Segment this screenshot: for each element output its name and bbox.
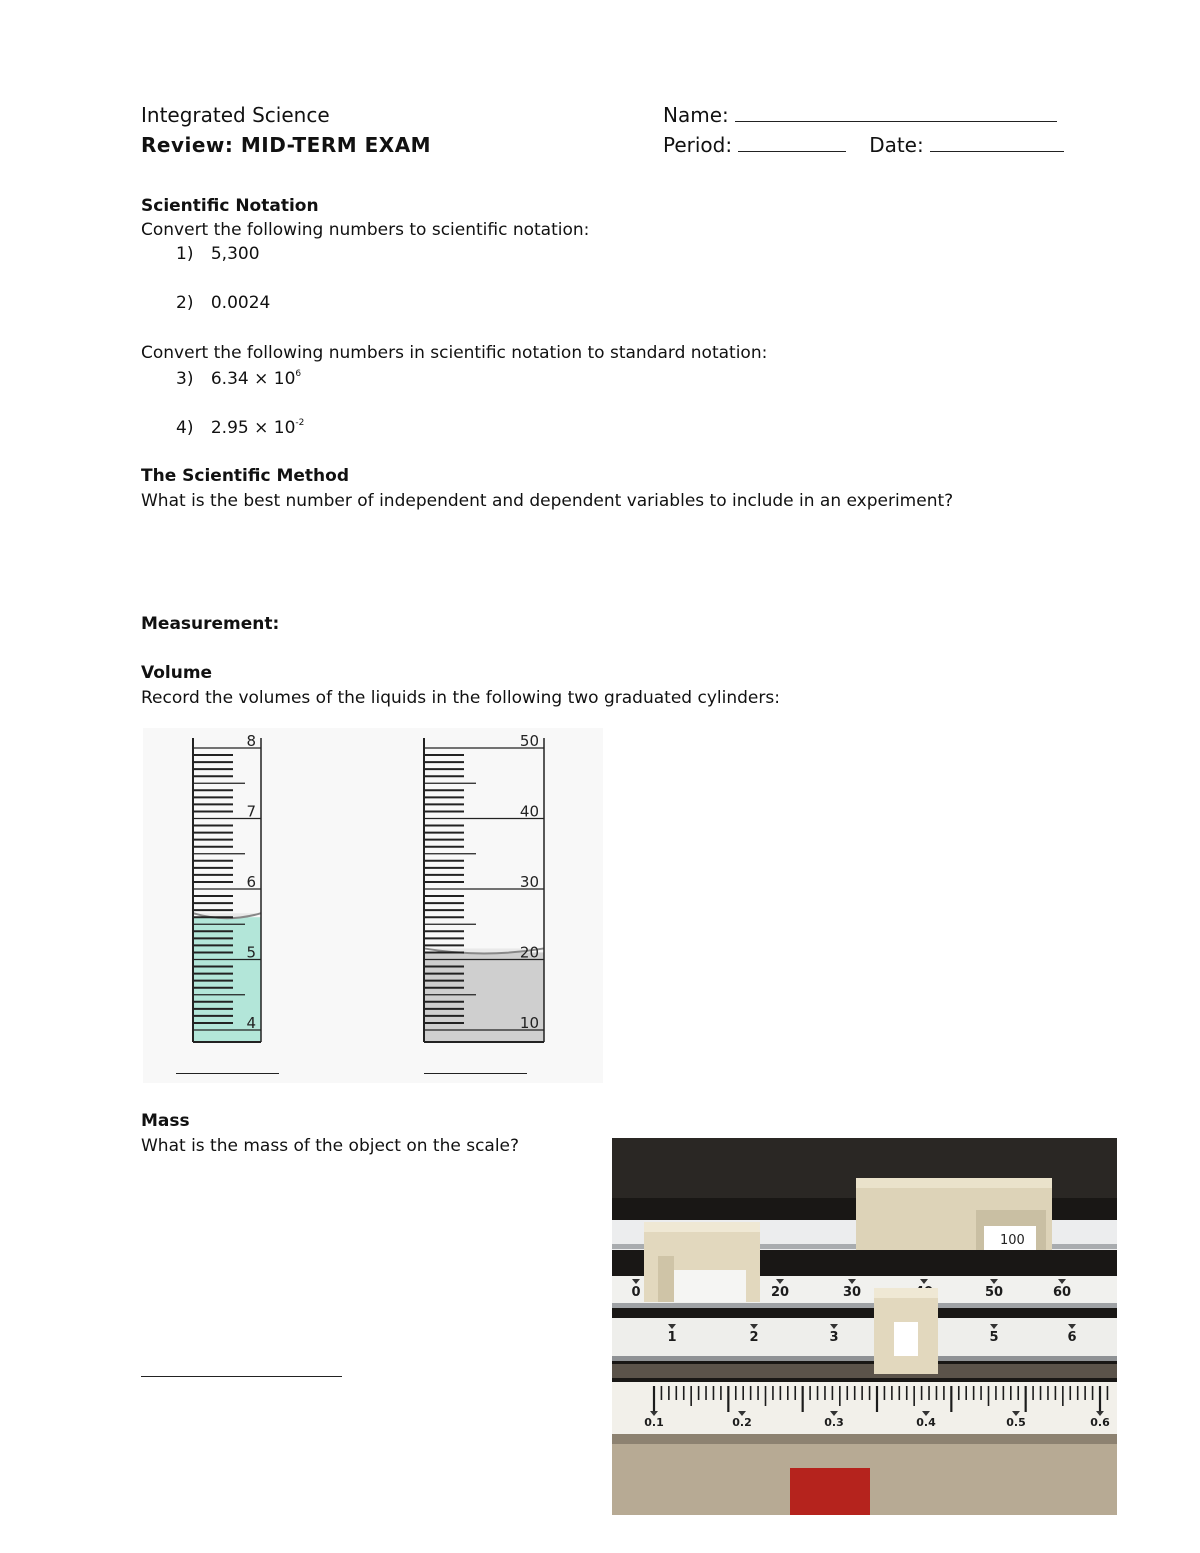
question-3 — [176, 369, 301, 389]
bottom-beam-label: 0.2 — [732, 1416, 752, 1429]
question-number: 1) — [176, 244, 194, 264]
lower-beam-label: 3 — [829, 1330, 839, 1345]
graduated-cylinders-figure — [143, 728, 603, 1083]
middle-beam-label: 30 — [842, 1285, 862, 1300]
question-number: 2) — [176, 293, 194, 313]
tick-label: 20 — [519, 943, 539, 962]
scientific-method-question: What is the best number of independent and dependent variables to include in an experiment? — [141, 491, 954, 511]
bottom-beam-label: 0.1 — [644, 1416, 664, 1429]
exponent: 6 — [295, 369, 302, 379]
period-blank[interactable] — [738, 134, 846, 152]
tick-label: 30 — [519, 873, 539, 891]
exponent: -2 — [295, 418, 305, 428]
bottom-beam-label: 0.6 — [1090, 1416, 1110, 1429]
tick-label: 5 — [246, 943, 256, 962]
prompt-to-scientific: Convert the following numbers to scientific notation: — [141, 220, 590, 240]
question-value: 0.0024 — [210, 293, 271, 313]
answer-line-cylinder-1[interactable] — [176, 1073, 279, 1074]
lower-beam-label: 5 — [989, 1330, 999, 1345]
tick-label: 10 — [519, 1014, 539, 1032]
answer-line-mass[interactable] — [141, 1376, 342, 1377]
volume-prompt: Record the volumes of the liquids in the following two graduated cylinders: — [141, 688, 780, 708]
name-field[interactable] — [663, 103, 1057, 127]
date-label: Date: — [869, 133, 924, 157]
exam-title: Review: MID-TERM EXAM — [141, 133, 432, 157]
prompt-to-standard: Convert the following numbers in scientific notation to standard notation: — [141, 343, 768, 363]
middle-beam-label: 50 — [984, 1285, 1004, 1300]
triple-beam-balance-photo — [612, 1138, 1117, 1515]
name-blank[interactable] — [735, 104, 1057, 122]
tick-label: 40 — [519, 802, 539, 821]
subheading-mass: Mass — [141, 1111, 190, 1131]
top-rider-100 — [856, 1178, 1052, 1250]
question-number: 4) — [176, 418, 194, 438]
lower-rider — [874, 1288, 938, 1374]
question-value: 2.95 × 10 — [210, 418, 296, 438]
mass-prompt: What is the mass of the object on the scale? — [141, 1136, 520, 1156]
middle-beam-label: 20 — [770, 1285, 790, 1300]
middle-rider — [644, 1222, 760, 1302]
period-label: Period: — [663, 133, 733, 157]
section-heading-measurement: Measurement: — [141, 614, 280, 634]
tick-label: 4 — [246, 1014, 256, 1032]
tick-label: 50 — [519, 732, 539, 750]
question-4 — [176, 418, 304, 438]
course-title: Integrated Science — [141, 103, 330, 127]
top-rider-value: 100 — [1000, 1233, 1025, 1248]
question-value: 6.34 × 10 — [210, 369, 296, 389]
question-number: 3) — [176, 369, 194, 389]
date-blank[interactable] — [930, 134, 1064, 152]
bottom-beam-label: 0.3 — [824, 1416, 844, 1429]
question-2 — [176, 293, 270, 313]
question-value: 5,300 — [210, 244, 260, 264]
section-heading-scientific-notation: Scientific Notation — [141, 196, 319, 216]
section-heading-scientific-method: The Scientific Method — [141, 466, 350, 486]
lower-beam — [612, 1318, 1117, 1360]
tick-label: 8 — [246, 732, 256, 750]
name-label: Name: — [663, 103, 729, 127]
middle-beam-label: 60 — [1052, 1285, 1072, 1300]
lower-beam-label: 2 — [749, 1330, 759, 1345]
question-1 — [176, 244, 260, 264]
lower-beam-label: 1 — [667, 1330, 677, 1345]
tick-label: 6 — [246, 873, 256, 891]
answer-line-cylinder-2[interactable] — [424, 1073, 527, 1074]
bottom-beam-label: 0.4 — [916, 1416, 936, 1429]
subheading-volume: Volume — [141, 663, 213, 683]
bottom-beam-label: 0.5 — [1006, 1416, 1026, 1429]
period-date-row — [663, 133, 1064, 157]
middle-beam-label: 0 — [631, 1285, 641, 1300]
tick-label: 7 — [246, 802, 256, 821]
lower-beam-label: 6 — [1067, 1330, 1077, 1345]
